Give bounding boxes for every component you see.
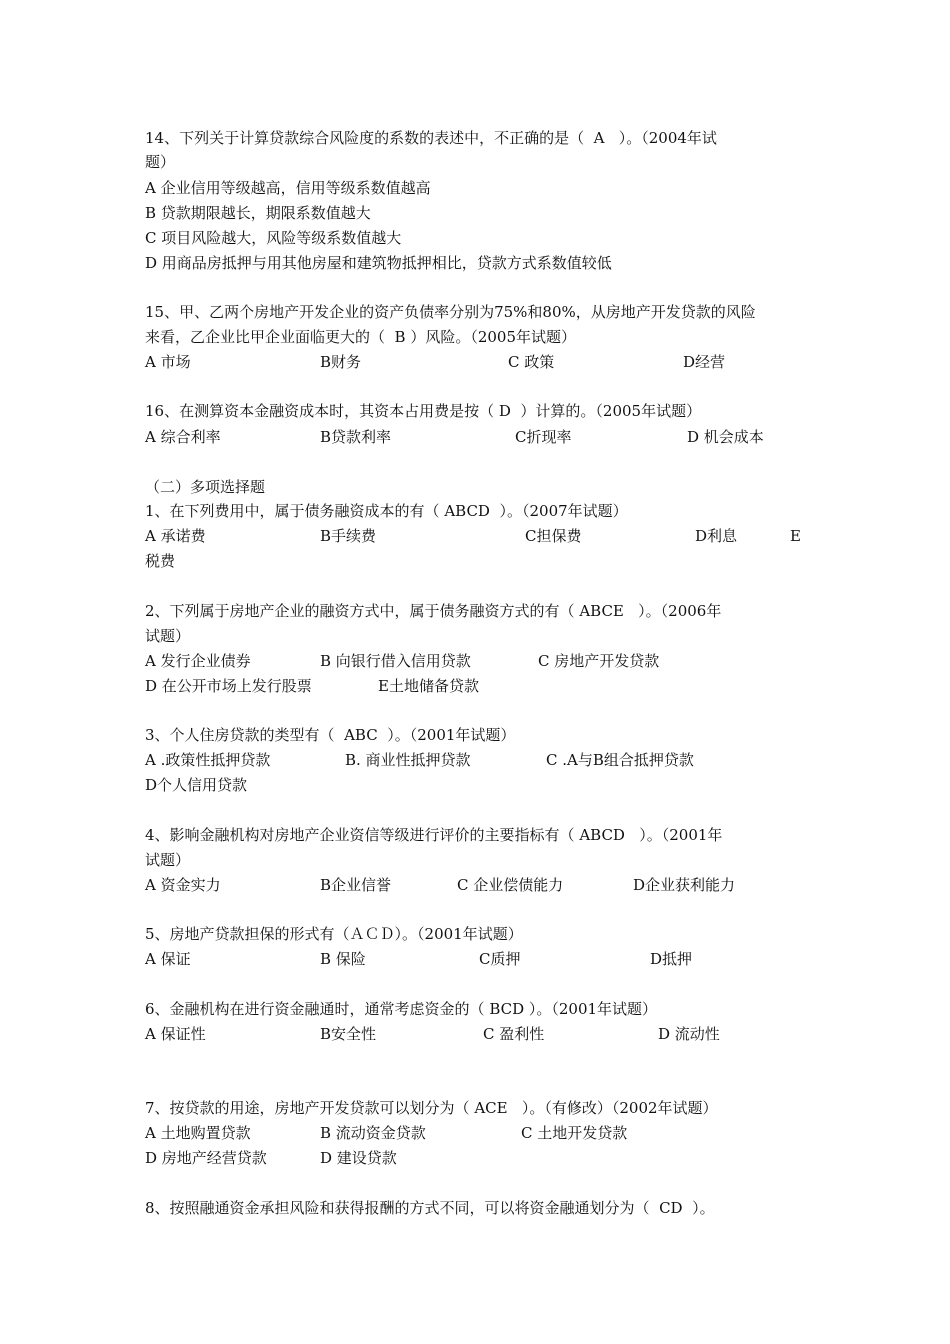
q16-option-a: A 综合利率 — [145, 428, 221, 446]
q16-option-c: C折现率 — [515, 428, 572, 446]
m6-stem: 6、金融机构在进行资金融通时，通常考虑资金的（ BCD ）。（2001年试题） — [145, 1000, 658, 1018]
q14-option-b: B 贷款期限越长，期限系数值越大 — [145, 204, 371, 222]
q15-option-d: D经营 — [683, 353, 726, 371]
m4-option-b: B企业信誉 — [320, 876, 392, 894]
m4-stem-line2: 试题） — [145, 851, 191, 869]
m3-option-a: A .政策性抵押贷款 — [145, 751, 271, 769]
q16-option-d: D 机会成本 — [687, 428, 764, 446]
m8-stem: 8、按照融通资金承担风险和获得报酬的方式不同，可以将资金融通划分为（ CD ）。 — [145, 1199, 715, 1217]
m7-option-d: D 房地产经营贷款 — [145, 1149, 267, 1167]
q14-stem-line2: 题） — [145, 153, 176, 171]
m7-option-e: D 建设贷款 — [320, 1149, 397, 1167]
m2-option-b: B 向银行借入信用贷款 — [320, 652, 471, 670]
m4-option-a: A 资金实力 — [145, 876, 221, 894]
m1-stem: 1、在下列费用中，属于债务融资成本的有（ ABCD ）。（2007年试题） — [145, 502, 628, 520]
m3-option-b: B. 商业性抵押贷款 — [345, 751, 471, 769]
q14-option-c: C 项目风险越大，风险等级系数值越大 — [145, 229, 402, 247]
m1-option-c: C担保费 — [525, 527, 582, 545]
m4-option-c: C 企业偿债能力 — [457, 876, 564, 894]
m7-stem: 7、按贷款的用途，房地产开发贷款可以划分为（ ACE ）。（有修改）（2002年试题） — [145, 1099, 718, 1117]
m2-stem-line1: 2、下列属于房地产企业的融资方式中，属于债务融资方式的有（ ABCE ）。（2006年 — [145, 602, 722, 620]
q14-option-d: D 用商品房抵押与用其他房屋和建筑物抵押相比，贷款方式系数值较低 — [145, 254, 612, 272]
m3-option-c: C .A与B组合抵押贷款 — [546, 751, 694, 769]
q15-option-a: A 市场 — [145, 353, 191, 371]
q14-option-a: A 企业信用等级越高，信用等级系数值越高 — [145, 179, 431, 197]
m6-option-d: D 流动性 — [658, 1025, 720, 1043]
m5-stem: 5、房地产贷款担保的形式有（ＡＣＤ）。（2001年试题） — [145, 925, 523, 943]
m2-option-d: D 在公开市场上发行股票 — [145, 677, 312, 695]
m5-option-c: C质押 — [479, 950, 521, 968]
m2-stem-line2: 试题） — [145, 627, 191, 645]
m6-option-b: B安全性 — [320, 1025, 377, 1043]
m3-option-d: D个人信用贷款 — [145, 776, 248, 794]
m3-stem: 3、个人住房贷款的类型有（ ABC ）。（2001年试题） — [145, 726, 516, 744]
m1-option-d: D利息 — [695, 527, 738, 545]
m5-option-d: D抵押 — [650, 950, 693, 968]
q15-option-c: C 政策 — [508, 353, 555, 371]
m5-option-b: B 保险 — [320, 950, 366, 968]
m7-option-b: B 流动资金贷款 — [320, 1124, 426, 1142]
q16-option-b: B贷款利率 — [320, 428, 392, 446]
m7-option-a: A 土地购置贷款 — [145, 1124, 251, 1142]
q14-stem-line1: 14、下列关于计算贷款综合风险度的系数的表述中，不正确的是（ A ）。（2004年试 — [145, 129, 717, 147]
m6-option-c: C 盈利性 — [483, 1025, 545, 1043]
m7-option-c: C 土地开发贷款 — [521, 1124, 628, 1142]
q15-stem-line2: 来看，乙企业比甲企业面临更大的（ B ）风险。（2005年试题） — [145, 328, 577, 346]
section-title: （二）多项选择题 — [145, 478, 266, 496]
m6-option-a: A 保证性 — [145, 1025, 206, 1043]
m2-option-a: A 发行企业债券 — [145, 652, 251, 670]
m2-option-c: C 房地产开发贷款 — [538, 652, 660, 670]
q16-stem: 16、在测算资本金融资成本时，其资本占用费是按（ D ）计算的。（2005年试题） — [145, 402, 702, 420]
q15-stem-line1: 15、甲、乙两个房地产开发企业的资产负债率分别为75%和80%，从房地产开发贷款的风险 — [145, 303, 756, 321]
m2-option-e: E土地储备贷款 — [378, 677, 479, 695]
q15-option-b: B财务 — [320, 353, 362, 371]
m4-option-d: D企业获利能力 — [633, 876, 736, 894]
m1-option-e-letter: E — [790, 527, 801, 545]
m1-option-b: B手续费 — [320, 527, 377, 545]
m1-option-e-text: 税费 — [145, 552, 176, 570]
m4-stem-line1: 4、影响金融机构对房地产企业资信等级进行评价的主要指标有（ ABCD ）。（2001年 — [145, 826, 723, 844]
m1-option-a: A 承诺费 — [145, 527, 206, 545]
m5-option-a: A 保证 — [145, 950, 191, 968]
